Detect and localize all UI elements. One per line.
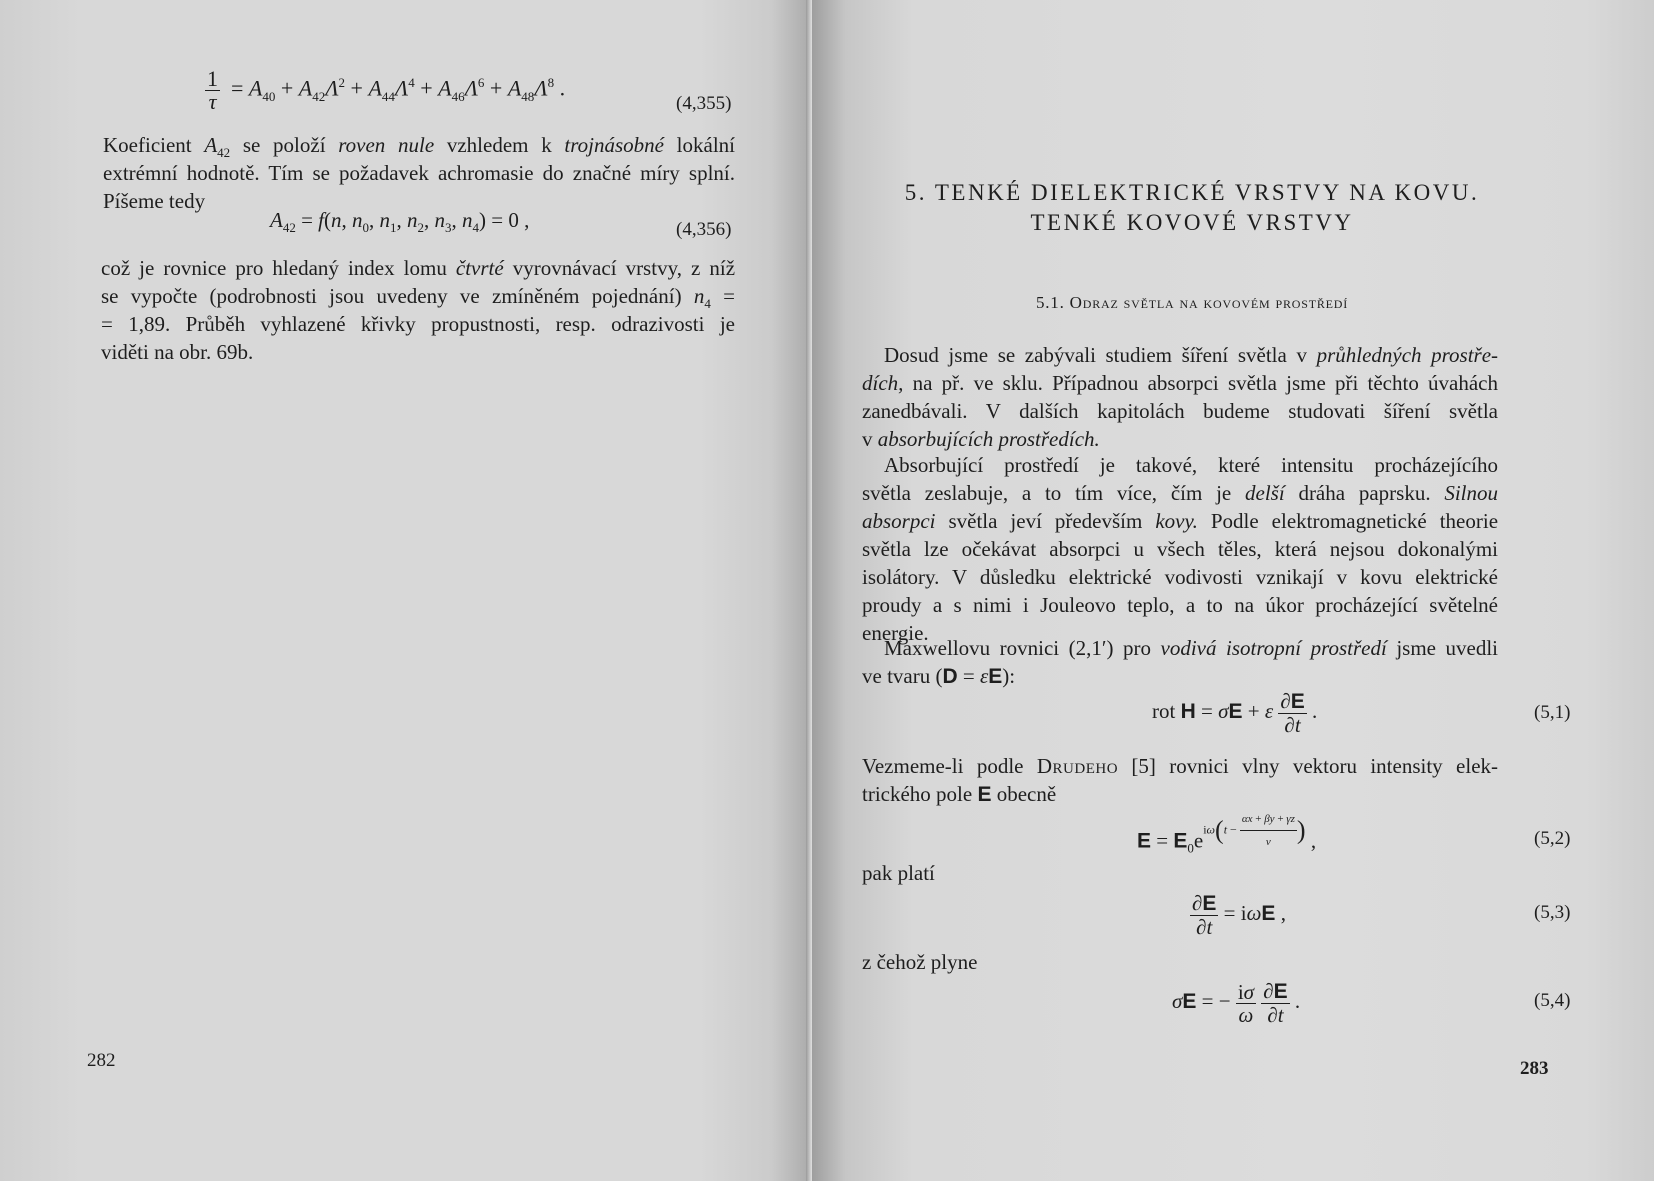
z-cehoz-text: z čehož plyne [862, 950, 978, 974]
paragraph-absorbujici: Absorbující prostředí je takové, které intensitu procházejícího světla zeslabuje, a to tím více, čím je delší dráha paprsku. Silnou absorpci světla jeví především kovy. Podle elektromagnetické theorie světla lze očekávat absorpci u všech těles, která nejsou dokonalými isolátory. V důsledku elektrické vodivosti vznikají v kovu elektrické proudy a s nimi i Jouleovo teplo, a to na úkor procházející světelné energie. [862, 453, 1499, 645]
left-page [0, 0, 812, 1181]
equation-number: (5,2) [1534, 828, 1571, 849]
equation-number: (5,4) [1534, 990, 1571, 1011]
equation-number: (4,356) [676, 219, 732, 240]
paragraph-maxwell: Maxwellovu rovnici (2,1′) pro vodivá isotropní prostředí jsme uvedli ve tvaru (D = εE): [862, 636, 1498, 688]
section-heading: 5.1. Odraz světla na kovovém prostředí [1035, 293, 1349, 312]
equation-5-1: rot H = σE + ε $\frac{\partial E}{\partial t}$ . [1152, 689, 1318, 737]
equation-number: (4,355) [676, 93, 732, 114]
equation-number: (5,1) [1534, 702, 1571, 723]
equation-number: (5,3) [1534, 902, 1571, 923]
equation-4-355: $\frac{1}{\tau}$ = $A_{40} + A_{42}\Lambda^2 + A_{44}\Lambda^4 + A_{46}\Lambda^6 + A_{48}\Lambda^8$ . [207, 66, 566, 114]
right-page [812, 0, 1654, 1181]
paragraph-rovnice: což je rovnice pro hledaný index lomu čtvrté vyrovnávací vrstvy, z níž se vypočte (podrobnosti jsou uvedeny ve zmíněném pojednání) $n_4$ = = 1,89. Průběh vyhlazené křivky propustnosti, resp. odrazivosti je viděti na obr. 69b. [101, 256, 736, 364]
equation-4-356: $A_{42} = f(n$, $n_0$, $n_1$, $n_2$, $n_3$, $n_4) = 0$ , [270, 208, 530, 236]
paragraph-dosud: Dosud jsme se zabývali studiem šíření světla v průhledných prostře- dích, na př. ve sklu. Případnou absorpci světla jsme při těchto úvahách zanedbávali. V dalších kapitolách budeme studovati šíření světla v absorbujících prostředích. [862, 343, 1499, 451]
equation-5-2: $E = E_0ei\omega(t$ − $\frac{\alpha x + \beta y + \gamma z}{v}$ ) , [1137, 822, 1316, 867]
equation-5-4: σE = − $\frac{i\sigma}{\omega}$ $\frac{\partial E}{\partial t}$ . [1172, 979, 1301, 1027]
page-number: 282 [87, 1050, 116, 1071]
equation-5-3: $\frac{\partial E}{\partial t}$ = iωE , [1192, 891, 1286, 939]
chapter-heading: 5. TENKÉ DIELEKTRICKÉ VRSTVY NA KOVU. TENKÉ KOVOVÉ VRSTVY [904, 180, 1480, 235]
page-number: 283 [1520, 1058, 1549, 1079]
paragraph-koeficient: Koeficient $A_{42}$ se položí roven nule vzhledem k trojnásobné lokální extrémní hodnotě. Tím se požadavek achromasie do značné míry splní. Píšeme tedy [103, 133, 735, 213]
pak-plati-text: pak platí [862, 861, 935, 885]
paragraph-drude: Vezmeme-li podle Drudeho [5] rovnici vlny vektoru intensity elek- trického pole E obecně [862, 754, 1499, 806]
